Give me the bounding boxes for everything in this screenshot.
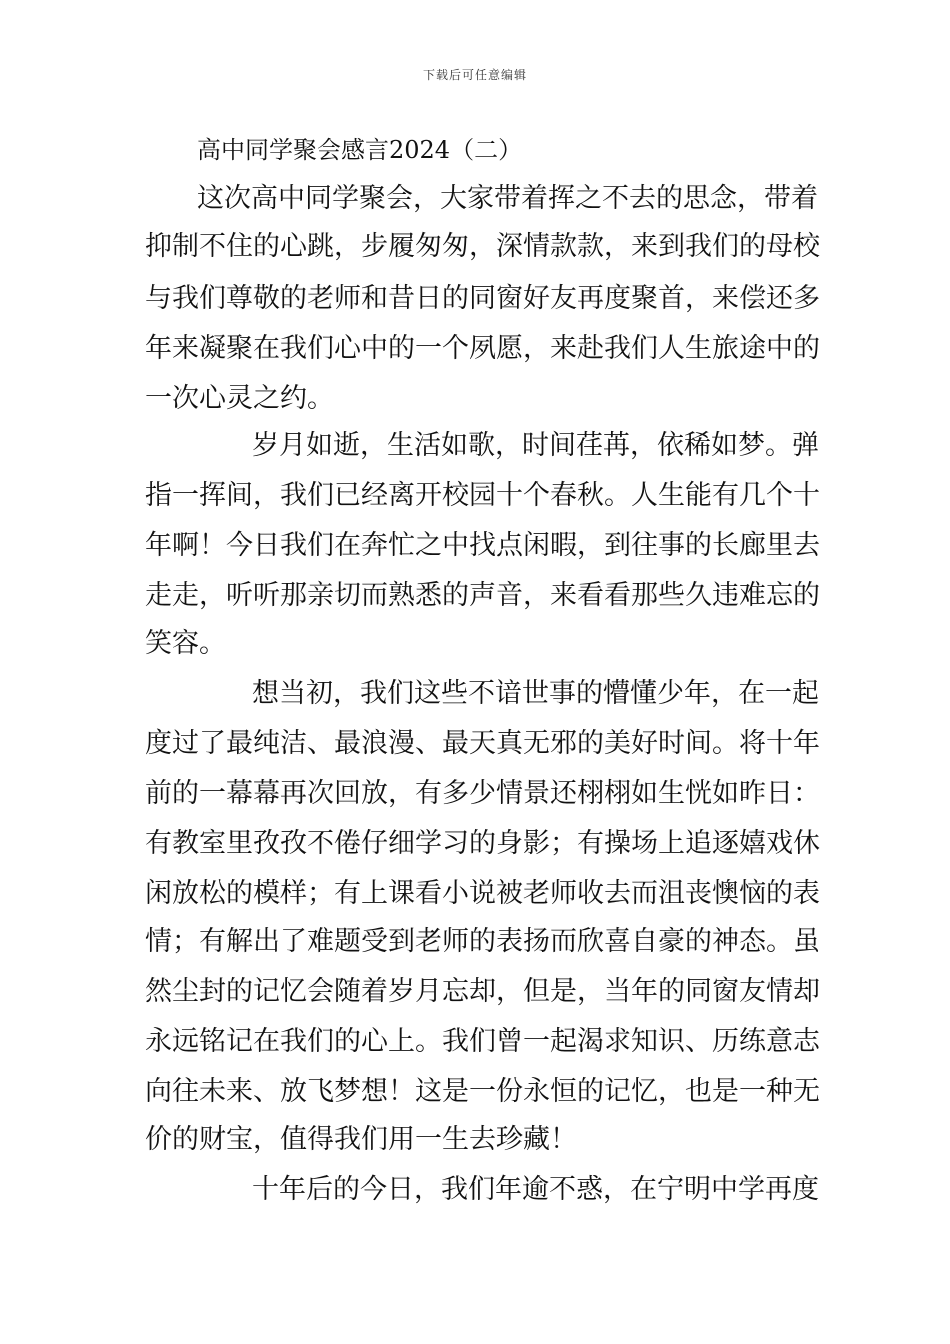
paragraph-2-line-4: 走走，听听那亲切而熟悉的声音，来看看那些久违难忘的 bbox=[145, 580, 820, 611]
paragraph-3-line-2: 度过了最纯洁、最浪漫、最天真无邪的美好时间。将十年 bbox=[145, 728, 820, 759]
paragraph-2-line-5: 笑容。 bbox=[145, 628, 226, 659]
page-header: 下载后可任意编辑 bbox=[422, 68, 527, 82]
paragraph-3-line-9: 向往未来、放飞梦想！这是一份永恒的记忆，也是一种无 bbox=[145, 1076, 820, 1107]
paragraph-3-line-7: 然尘封的记忆会随着岁月忘却，但是，当年的同窗友情却 bbox=[145, 976, 820, 1007]
paragraph-2-line-2: 指一挥间，我们已经离开校园十个春秋。人生能有几个十 bbox=[145, 480, 820, 511]
paragraph-3-line-10: 价的财宝，值得我们用一生去珍藏！ bbox=[145, 1124, 577, 1155]
paragraph-1-line-2: 抑制不住的心跳，步履匆匆，深情款款，来到我们的母校 bbox=[145, 231, 820, 262]
paragraph-1-line-1: 这次高中同学聚会，大家带着挥之不去的思念，带着 bbox=[197, 183, 818, 214]
paragraph-3-line-5: 闲放松的模样；有上课看小说被老师收去而沮丧懊恼的表 bbox=[145, 878, 820, 909]
paragraph-1-line-4: 年来凝聚在我们心中的一个夙愿，来赴我们人生旅途中的 bbox=[145, 333, 820, 364]
paragraph-4-line-1: 十年后的今日，我们年逾不惑，在宁明中学再度 bbox=[252, 1174, 819, 1205]
paragraph-3-line-8: 永远铭记在我们的心上。我们曾一起渴求知识、历练意志 bbox=[145, 1026, 820, 1057]
paragraph-3-line-4: 有教室里孜孜不倦仔细学习的身影；有操场上追逐嬉戏休 bbox=[145, 828, 820, 859]
paragraph-1-line-3: 与我们尊敬的老师和昔日的同窗好友再度聚首，来偿还多 bbox=[145, 283, 820, 314]
paragraph-2-line-3: 年啊！今日我们在奔忙之中找点闲暇，到往事的长廊里去 bbox=[145, 530, 820, 561]
paragraph-3-line-3: 前的一幕幕再次回放，有多少情景还栩栩如生恍如昨日： bbox=[145, 778, 820, 809]
paragraph-3-line-6: 情；有解出了难题受到老师的表扬而欣喜自豪的神态。虽 bbox=[145, 926, 820, 957]
paragraph-2-line-1: 岁月如逝，生活如歌，时间荏苒，依稀如梦。弹 bbox=[252, 430, 819, 461]
paragraph-3-line-1: 想当初，我们这些不谙世事的懵懂少年，在一起 bbox=[252, 678, 819, 709]
paragraph-1-line-5: 一次心灵之约。 bbox=[145, 383, 334, 414]
document-title: 高中同学聚会感言2024（二） bbox=[197, 136, 523, 164]
